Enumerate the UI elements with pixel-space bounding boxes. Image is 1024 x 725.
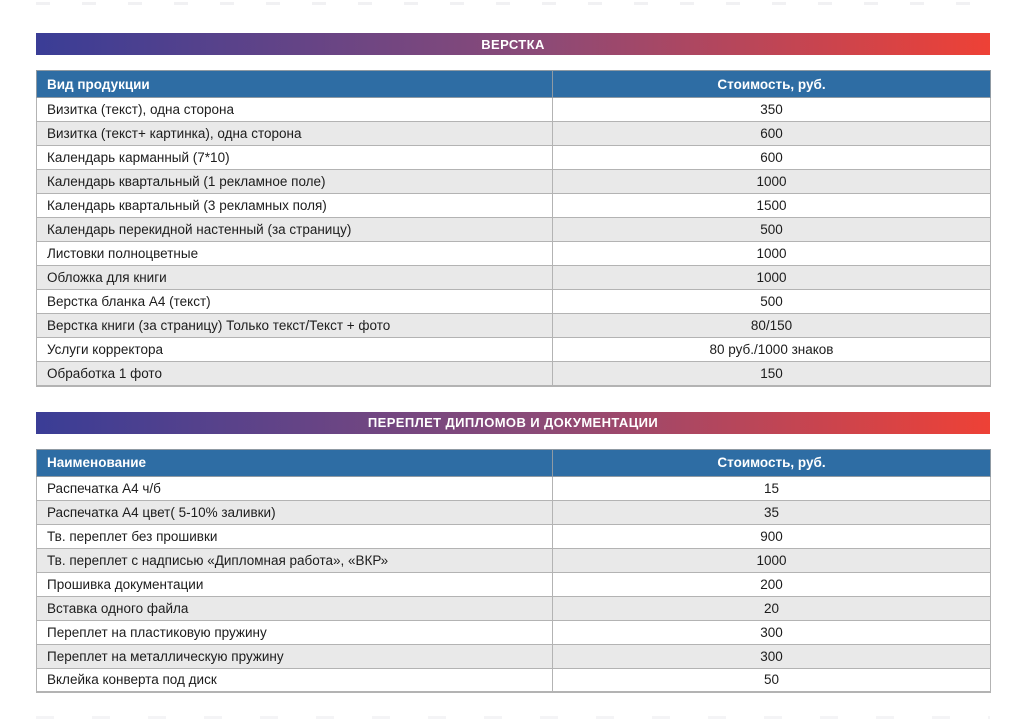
price-cell: 600 [553, 146, 991, 170]
product-name-cell: Календарь перекидной настенный (за страницу) [37, 218, 553, 242]
price-cell: 600 [553, 122, 991, 146]
product-name-cell: Верстка книги (за страницу) Только текст/Текст + фото [37, 314, 553, 338]
price-cell: 1500 [553, 194, 991, 218]
table-row [37, 290, 991, 314]
table-row [37, 266, 991, 290]
product-name-cell: Распечатка А4 цвет( 5-10% заливки) [37, 500, 553, 524]
table-row [37, 338, 991, 362]
table-row [37, 314, 991, 338]
column-header-price: Стоимость, руб. [553, 449, 991, 476]
product-name-cell: Услуги корректора [37, 338, 553, 362]
price-cell: 300 [553, 620, 991, 644]
price-cell: 20 [553, 596, 991, 620]
section-title: ПЕРЕПЛЕТ ДИПЛОМОВ И ДОКУМЕНТАЦИИ [367, 415, 659, 430]
table-body [37, 476, 991, 692]
product-name-cell: Тв. переплет без прошивки [37, 524, 553, 548]
table-row [37, 122, 991, 146]
product-name-cell: Переплет на металлическую пружину [37, 644, 553, 668]
product-name-cell: Вставка одного файла [37, 596, 553, 620]
price-section [36, 33, 990, 387]
price-section [36, 412, 990, 694]
product-name-cell: Переплет на пластиковую пружину [37, 620, 553, 644]
table-row [37, 620, 991, 644]
table-header-row [37, 449, 991, 476]
table-row [37, 362, 991, 386]
table-row [37, 668, 991, 692]
product-name-cell: Листовки полноцветные [37, 242, 553, 266]
product-name-cell: Прошивка документации [37, 572, 553, 596]
table-header-row [37, 71, 991, 98]
price-cell: 500 [553, 218, 991, 242]
price-cell: 1000 [553, 170, 991, 194]
product-name-cell: Обложка для книги [37, 266, 553, 290]
table-body [37, 98, 991, 386]
table-row [37, 170, 991, 194]
product-name-cell: Распечатка А4 ч/б [37, 476, 553, 500]
table-row [37, 524, 991, 548]
price-cell: 300 [553, 644, 991, 668]
price-cell: 900 [553, 524, 991, 548]
product-name-cell: Календарь карманный (7*10) [37, 146, 553, 170]
column-header-price: Стоимость, руб. [553, 71, 991, 98]
cropped-content-artifact-bottom [36, 716, 990, 719]
price-list [36, 0, 990, 693]
price-cell: 35 [553, 500, 991, 524]
product-name-cell: Календарь квартальный (3 рекламных поля) [37, 194, 553, 218]
product-name-cell: Визитка (текст+ картинка), одна сторона [37, 122, 553, 146]
price-cell: 500 [553, 290, 991, 314]
price-cell: 15 [553, 476, 991, 500]
price-cell: 80/150 [553, 314, 991, 338]
table-row [37, 242, 991, 266]
price-cell: 1000 [553, 266, 991, 290]
price-table [36, 70, 991, 387]
table-row [37, 596, 991, 620]
product-name-cell: Календарь квартальный (1 рекламное поле) [37, 170, 553, 194]
price-cell: 80 руб./1000 знаков [553, 338, 991, 362]
table-row [37, 548, 991, 572]
column-header-product: Вид продукции [37, 71, 553, 98]
table-row [37, 98, 991, 122]
section-title: ВЕРСТКА [481, 36, 545, 52]
table-row [37, 644, 991, 668]
table-row [37, 476, 991, 500]
price-cell: 50 [553, 668, 991, 692]
price-cell: 1000 [553, 242, 991, 266]
product-name-cell: Тв. переплет с надписью «Дипломная работа», «ВКР» [37, 548, 553, 572]
table-row [37, 218, 991, 242]
product-name-cell: Обработка 1 фото [37, 362, 553, 386]
table-row [37, 194, 991, 218]
price-cell: 150 [553, 362, 991, 386]
table-row [37, 500, 991, 524]
price-cell: 200 [553, 572, 991, 596]
price-table [36, 449, 991, 694]
column-header-product: Наименование [37, 449, 553, 476]
product-name-cell: Визитка (текст), одна сторона [37, 98, 553, 122]
product-name-cell: Верстка бланка А4 (текст) [37, 290, 553, 314]
section-banner [36, 412, 990, 434]
product-name-cell: Вклейка конверта под диск [37, 668, 553, 692]
price-cell: 1000 [553, 548, 991, 572]
section-banner [36, 33, 990, 55]
table-row [37, 146, 991, 170]
price-cell: 350 [553, 98, 991, 122]
table-row [37, 572, 991, 596]
